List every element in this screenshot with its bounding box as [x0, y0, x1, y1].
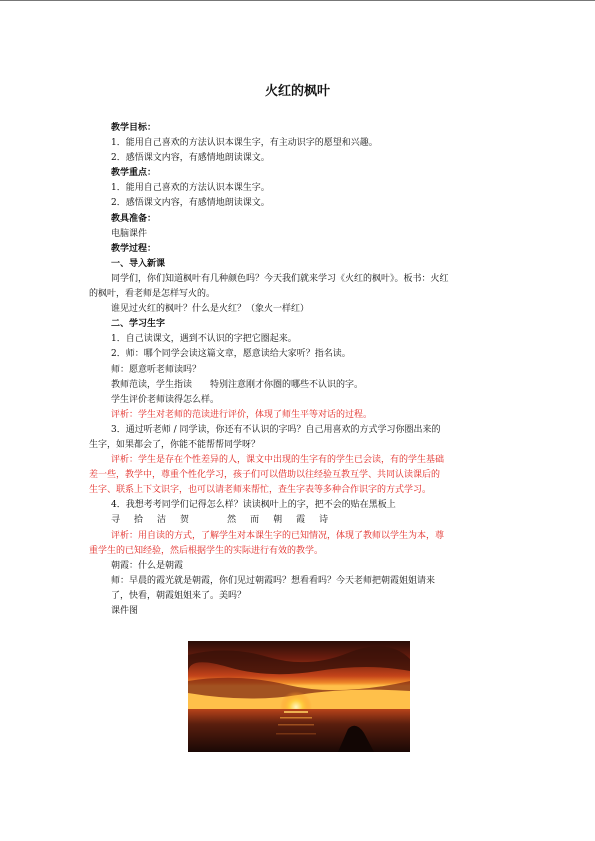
lines-line: 差一些，教学中，尊重个性化学习，孩子们可以借助以往经验互教互学、共同认读课后的 [89, 470, 441, 481]
lines-line: 的枫叶，看老师是怎样写火的。 [89, 289, 216, 300]
lines-line: 学生评价老师读得怎么样。 [111, 394, 220, 405]
lines2-line: 重学生的已知经验，然后根据学生的实际进行有效的教学。 [89, 545, 324, 556]
top-border [0, 0, 595, 1]
lines-line: 电脑课件 [111, 228, 148, 239]
lines-line: 1．能用自己喜欢的方法认识本课生字。 [111, 183, 270, 194]
lines-line: 教具准备： [111, 213, 157, 224]
vocab-char: 洁 [157, 515, 167, 526]
lines-line: 教学过程： [111, 243, 157, 254]
lines-line: 评析：学生是存在个性差异的人，课文中出现的生字有的学生已会读，有的学生基础 [111, 455, 445, 466]
lines-line: 2．感悟课文内容，有感情地朗读课文。 [111, 198, 270, 209]
lines-line: 二、学习生字 [111, 319, 166, 330]
lines-line: 教师范读，学生指读 特别注意刚才你圈的哪些不认识的字。 [111, 379, 364, 390]
lesson-content [89, 121, 508, 619]
vocab-char: 贺 [180, 515, 190, 526]
vocab-char: 而 [250, 515, 260, 526]
lines-line: 教学重点： [111, 168, 157, 179]
lesson-text-block-2 [89, 529, 508, 620]
vocab-char: 拾 [134, 515, 144, 526]
lines2-line: 朝霞：什么是朝霞 [111, 560, 184, 571]
vocab-char: 寻 [111, 515, 121, 526]
lines-line: 1．能用自己喜欢的方法认识本课生字，有主动识字的愿望和兴趣。 [111, 138, 378, 149]
lines-line: 同学们，你们知道枫叶有几种颜色吗？今天我们就来学习《火红的枫叶》。板书：火红 [111, 273, 449, 284]
lesson-text-block-1 [89, 121, 508, 513]
page-title: 火红的枫叶 [264, 84, 330, 99]
sunset-image [188, 641, 410, 752]
lines-line: 2．感悟课文内容，有感情地朗读课文。 [111, 153, 270, 164]
vocab-char: 诗 [319, 515, 329, 526]
character-row [89, 513, 508, 528]
lines-line: 3．通过听老师 / 同学读，你还有不认识的字吗？自己用喜欢的方式学习你圈出来的 [111, 424, 441, 435]
lines-line: 2．师：哪个同学会读这篇文章，愿意读给大家听？指名读。 [111, 349, 351, 360]
lines2-line: 评析：用自读的方式，了解学生对本课生字的已知情况，体现了教师以学生为本，尊 [111, 530, 445, 541]
lines-line: 一、导入新课 [111, 258, 166, 269]
lines2-line: 了，快看，朝霞姐姐来了。美吗？ [111, 590, 247, 601]
lines-line: 谁见过火红的枫叶？什么是火红？（象火一样红） [111, 304, 310, 315]
lines-line: 评析：学生对老师的范读进行评价，体现了师生平等对话的过程。 [111, 409, 373, 420]
lines-line: 生字，如果都会了，你能不能帮帮同学呀？ [89, 439, 261, 450]
lines2-line: 师：早晨的霞光就是朝霞，你们见过朝霞吗？想看看吗？今天老师把朝霞姐姐请来 [111, 575, 436, 586]
lines-line: 4．我想考考同学们记得怎么样？读读枫叶上的字，把不会的贴在黑板上 [111, 500, 396, 511]
vocab-char: 霞 [296, 515, 306, 526]
vocab-char: 然 [227, 515, 237, 526]
vocab-char: 朝 [273, 515, 283, 526]
lines-line: 师：愿意听老师读吗？ [111, 364, 202, 375]
lines2-line: 课件图 [111, 606, 139, 616]
lines-line: 1．自己读课文，遇到不认识的字把它圈起来。 [111, 334, 297, 345]
lines-line: 教学目标： [111, 123, 157, 133]
lines-line: 生字、联系上下文识字，也可以请老师来帮忙，查生字表等多种合作识字的方式学习。 [89, 485, 432, 496]
